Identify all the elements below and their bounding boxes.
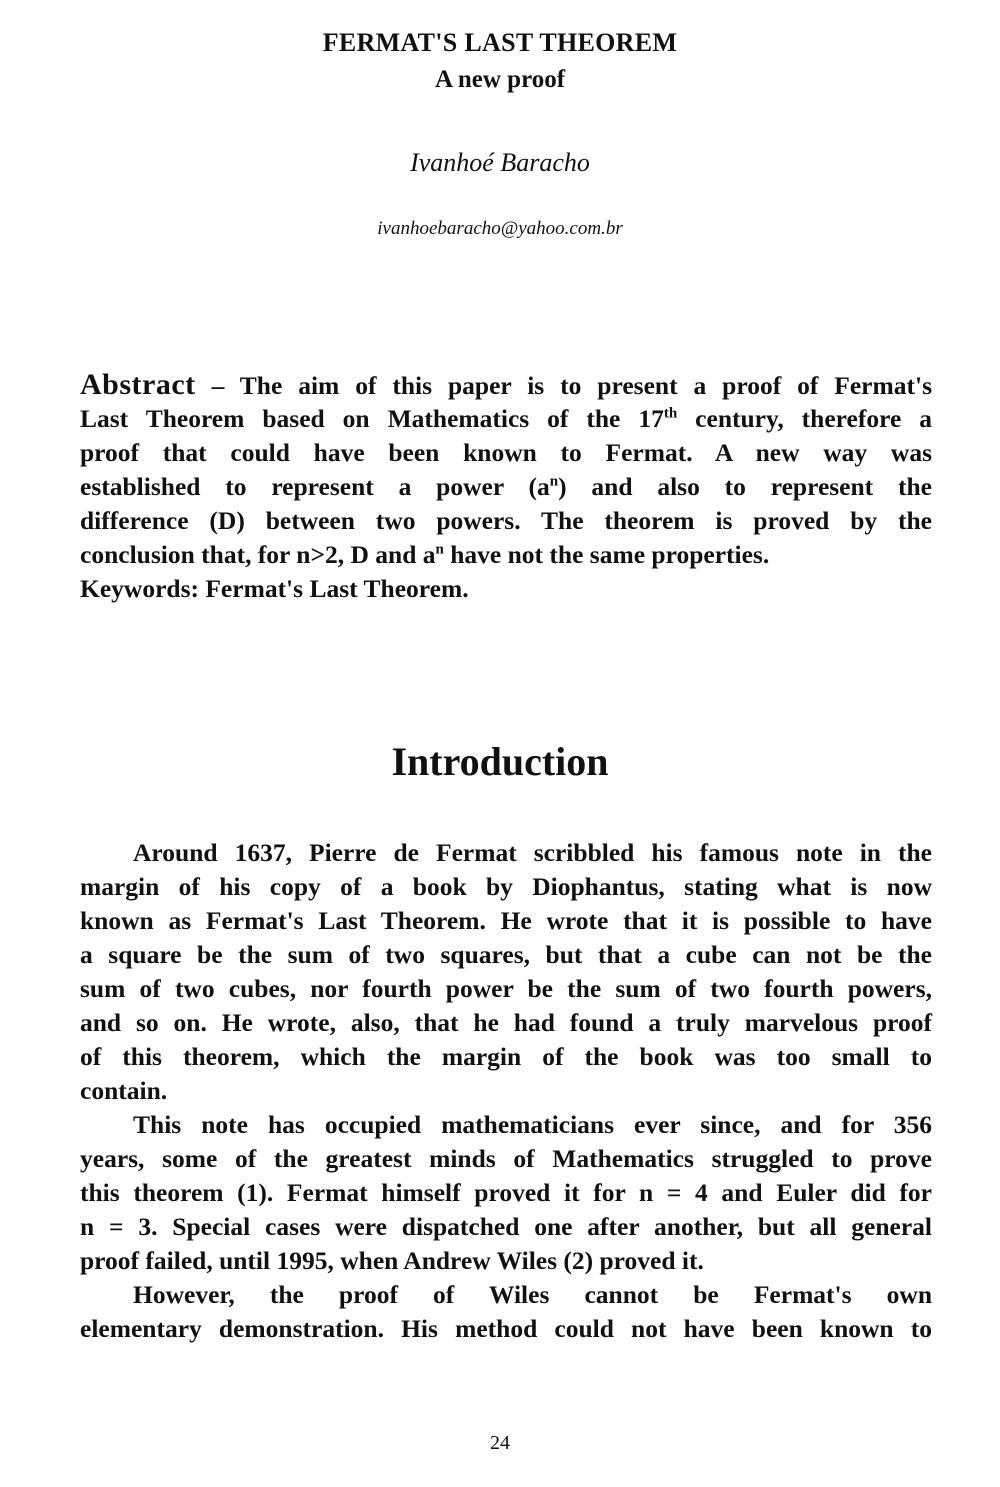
superscript: th <box>663 405 678 422</box>
page-number: 24 <box>490 1432 510 1454</box>
body-line: margin of his copy of a book by Diophantus, stating what is now <box>80 872 932 901</box>
abstract-label: Abstract <box>80 368 196 401</box>
abstract <box>80 368 932 606</box>
abstract-text: established to represent a power (a <box>80 472 550 501</box>
abstract-text: ) and also to represent the <box>558 472 932 501</box>
abstract-text: have not the same properties. <box>443 540 770 569</box>
body-line: years, some of the greatest minds of Mathematics struggled to prove <box>80 1144 932 1173</box>
body-line: proof failed, until 1995, when Andrew Wiles (2) proved it. <box>80 1246 704 1275</box>
abstract-text: difference (D) between two powers. The theorem is proved by the <box>80 506 932 535</box>
body-line: this theorem (1). Fermat himself proved it for n = 4 and Euler did for <box>80 1178 932 1207</box>
introduction-body <box>80 836 932 1346</box>
body-line: However, the proof of Wiles cannot be Fermat's own <box>133 1280 932 1309</box>
superscript: n <box>549 473 559 490</box>
body-line: elementary demonstration. His method could not have been known to <box>80 1314 932 1343</box>
abstract-text: proof that could have been known to Fermat. A new way was <box>80 438 932 467</box>
superscript: n <box>435 541 444 558</box>
body-line: contain. <box>80 1076 168 1105</box>
body-line: known as Fermat's Last Theorem. He wrote that it is possible to have <box>80 906 932 935</box>
paper-subtitle: A new proof <box>434 66 566 93</box>
body-line: of this theorem, which the margin of the book was too small to <box>80 1042 932 1071</box>
author-email: ivanhoebaracho@yahoo.com.br <box>377 218 623 239</box>
body-line: a square be the sum of two squares, but that a cube can not be the <box>80 940 932 969</box>
author-name: Ivanhoé Baracho <box>410 148 590 177</box>
keywords: Keywords: Fermat's Last Theorem. <box>80 574 469 603</box>
body-line: and so on. He wrote, also, that he had found a truly marvelous proof <box>80 1008 932 1037</box>
abstract-text: Last Theorem based on Mathematics of the 17 <box>80 404 664 433</box>
body-line: Around 1637, Pierre de Fermat scribbled his famous note in the <box>133 838 932 867</box>
body-line: This note has occupied mathematicians ever since, and for 356 <box>133 1110 932 1139</box>
abstract-text: conclusion that, for n>2, D and a <box>80 540 436 569</box>
body-line: sum of two cubes, nor fourth power be the sum of two fourth powers, <box>80 974 932 1003</box>
abstract-text: century, therefore a <box>677 404 932 433</box>
abstract-text: – The aim of this paper is to present a proof of Fermat's <box>195 371 932 400</box>
paper-title: FERMAT'S LAST THEOREM <box>322 28 678 57</box>
section-heading-introduction: Introduction <box>391 739 609 784</box>
body-line: n = 3. Special cases were dispatched one after another, but all general <box>80 1212 932 1241</box>
